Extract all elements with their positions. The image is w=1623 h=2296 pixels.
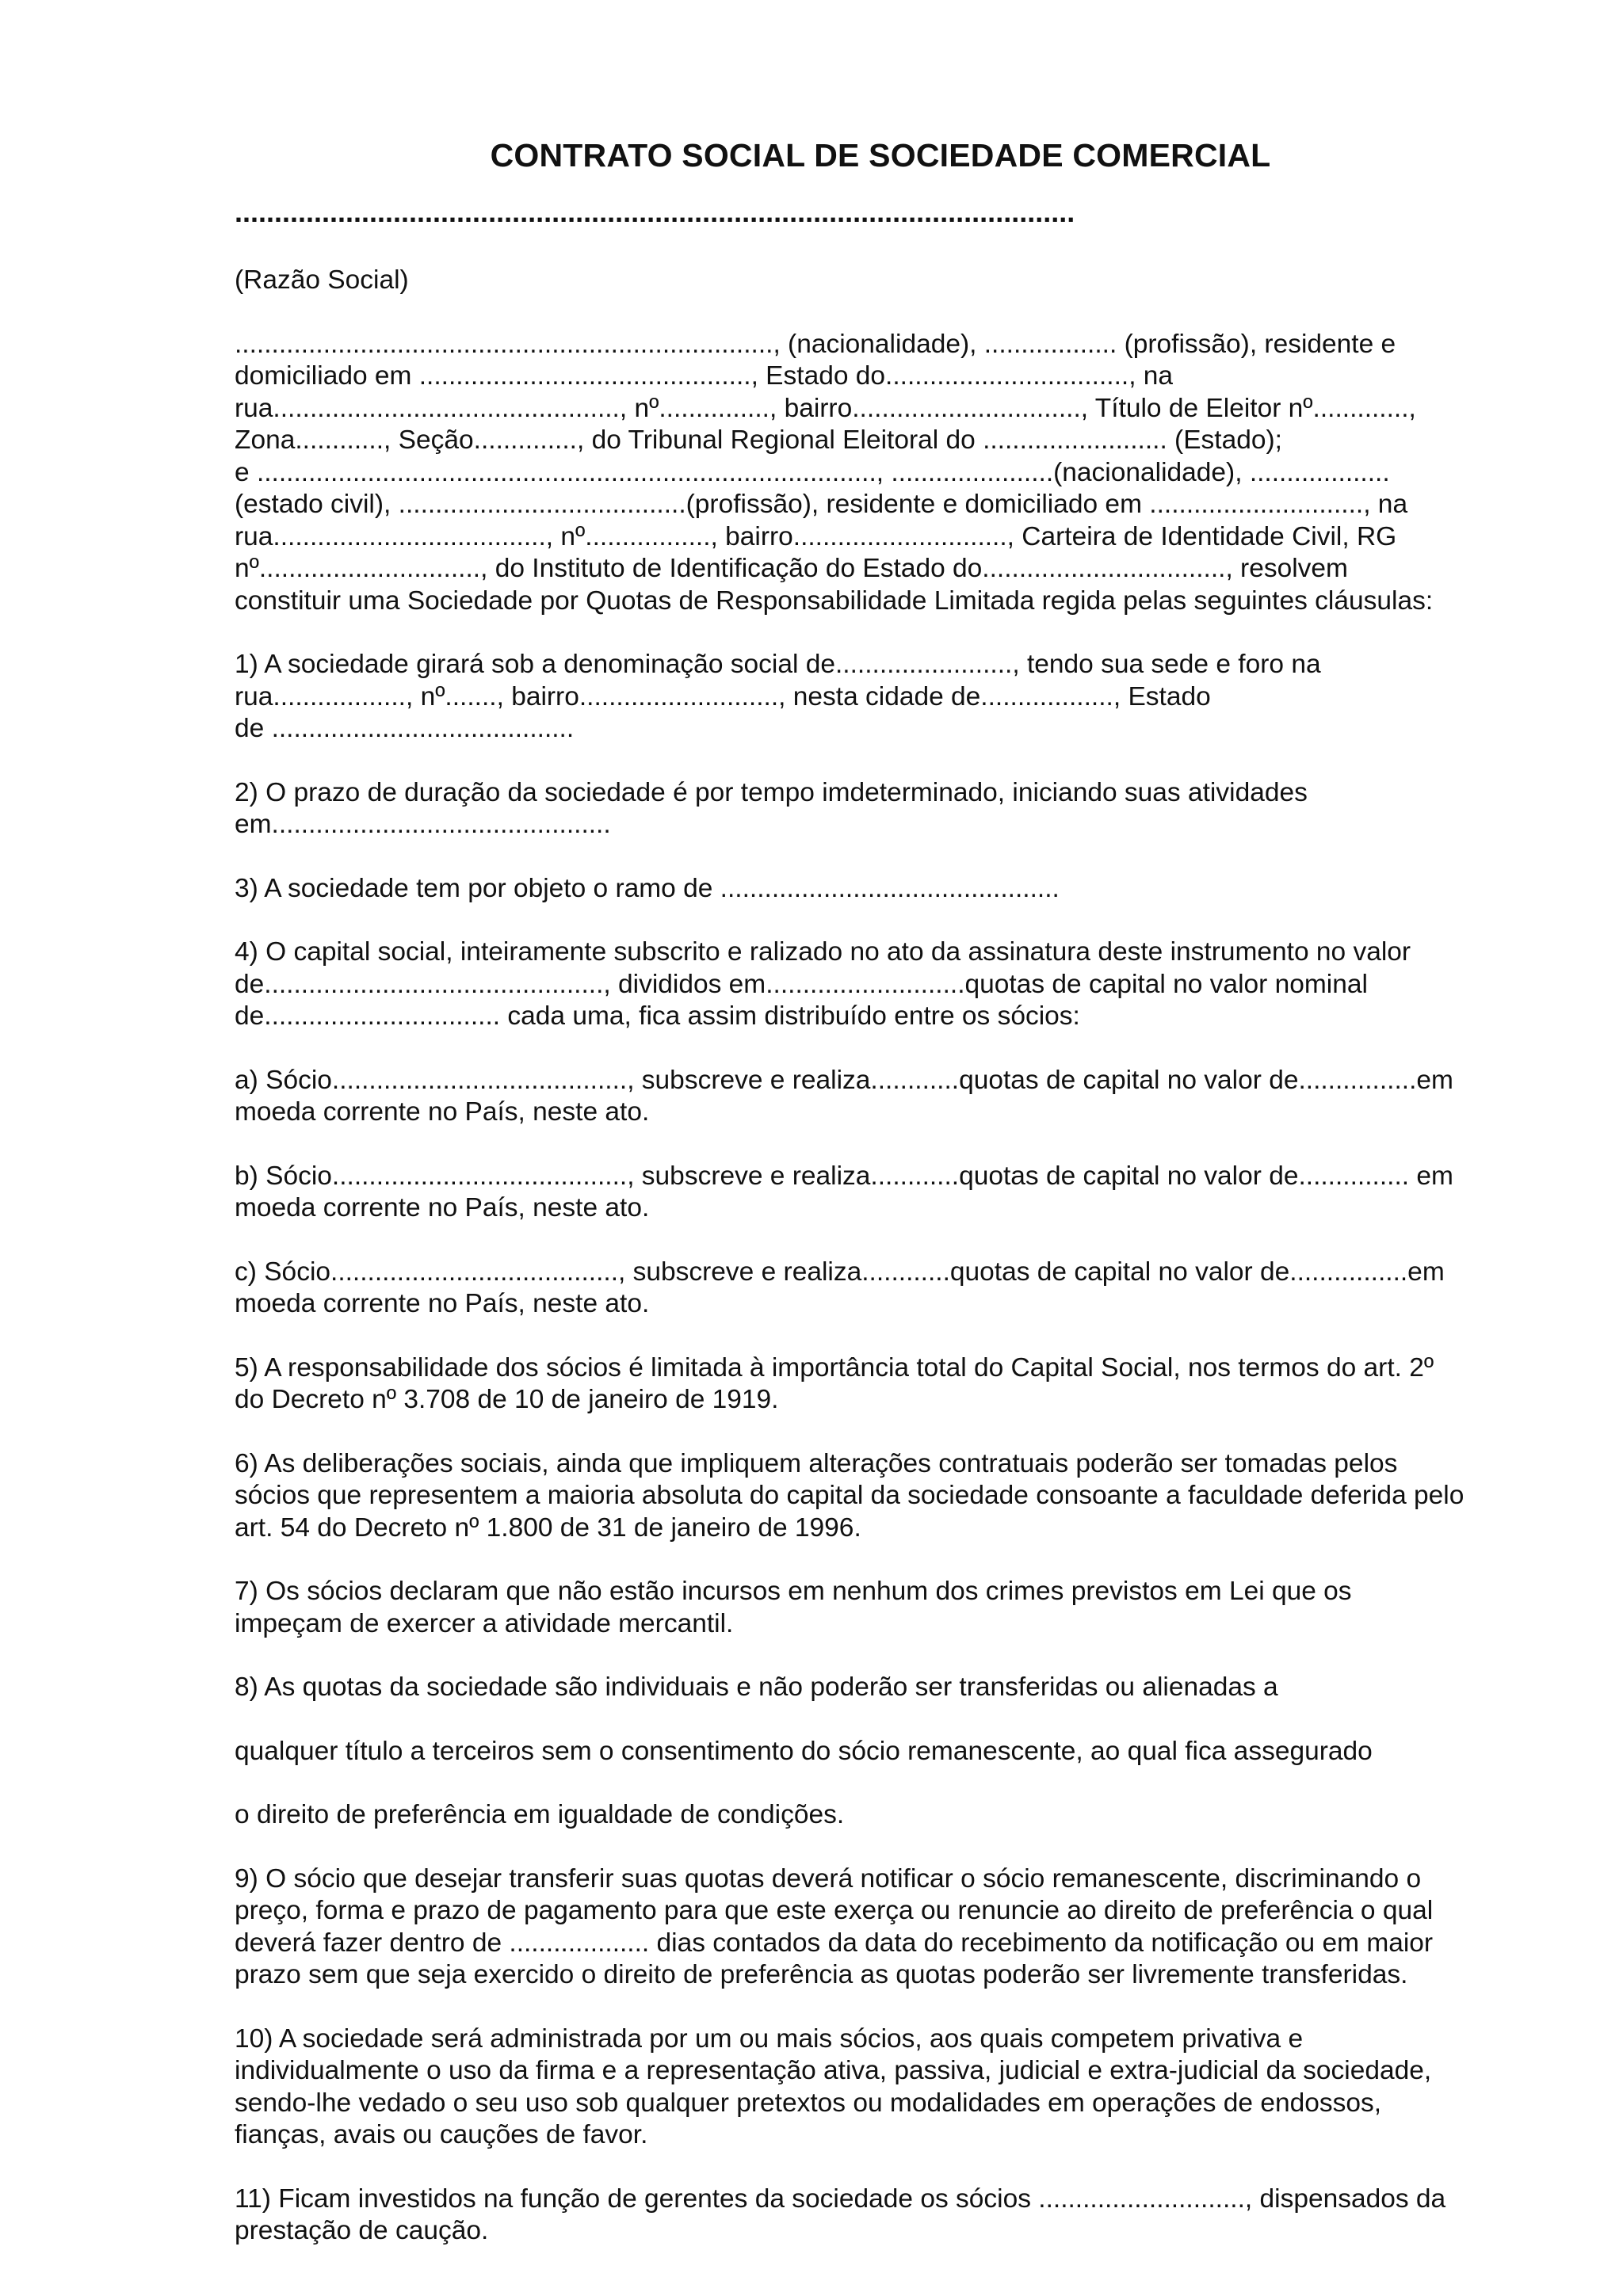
clause-2: 2) O prazo de duração da sociedade é por tempo imdeterminado, iniciando suas atividades em.............................................. [235,777,1308,839]
clause-8-line-2: qualquer título a terceiros sem o consentimento do sócio remanescente, ao qual fica assegurado [235,1736,1373,1766]
clause-4a: a) Sócio........................................, subscreve e realiza............quotas de capital no valor de................em moeda corrente no País, neste ato. [235,1065,1453,1127]
clause-6: 6) As deliberações sociais, ainda que impliquem alterações contratuais poderão ser tomadas pelos sócios que representem a maioria absoluta do capital da sociedade consoante a faculdade deferida pelo art. 54 do Decreto nº 1.800 de 31 de janeiro de 1996. [235,1448,1465,1543]
clause-11: 11) Ficam investidos na função de gerentes da sociedade os sócios ............................, dispensados da prestação de caução. [235,2183,1446,2245]
document-title: CONTRATO SOCIAL DE SOCIEDADE COMERCIAL [490,137,1271,174]
clause-5: 5) A responsabilidade dos sócios é limitada à importância total do Capital Social, nos termos do art. 2º do Decreto nº 3.708 de 10 de janeiro de 1919. [235,1352,1434,1414]
document-page [235,135,1526,2248]
clause-8-line-3: o direito de preferência em igualdade de condições. [235,1800,845,1829]
parties-paragraph: ........................................................................., (nacionalidade), .................. (profissão), residente e domiciliado em ............................................., Estado do................................., na rua..............................................., nº..............., bairro..............................., Título de Eleitor nº............., Zona............, Seção.............., do Tribunal Regional Eleitoral do ......................... (Estado); e ...................................................................................., ......................(nacionalidade), ................... (estado civil), .......................................(profissão), residente e domiciliado em ............................., na rua....................................., nº................., bairro............................., Carteira de Identidade Civil, RG nº.............................., do Instituto de Identificação do Estado do................................., resolvem constituir uma Sociedade por Quotas de Responsabilidade Limitada regida pelas seguintes cláusulas: [235,329,1434,616]
clause-10: 10) A sociedade será administrada por um ou mais sócios, aos quais competem privativa e individualmente o uso da firma e a representação ativa, passiva, judicial e extra-judicial da sociedade, sendo-lhe vedado o seu uso sob qualquer pretextos ou modalidades em operações de endossos, fianças, avais ou cauções de favor. [235,2023,1432,2149]
clause-4b: b) Sócio........................................, subscreve e realiza............quotas de capital no valor de............... em moeda corrente no País, neste ato. [235,1161,1453,1222]
clause-4c: c) Sócio......................................., subscreve e realiza............quotas de capital no valor de................em moeda corrente no País, neste ato. [235,1257,1445,1318]
clause-9: 9) O sócio que desejar transferir suas quotas deverá notificar o sócio remanescente, discriminando o preço, forma e prazo de pagamento para que este exerça ou renuncie ao direito de preferência o qual deverá fazer dentro de ................... dias contados da data do recebimento da notificação ou em maior prazo sem que seja exercido o direito de preferência as quotas poderão ser livremente transferidas. [235,1863,1434,1989]
clause-8-line-1: 8) As quotas da sociedade são individuais e não poderão ser transferidas ou alienadas a [235,1672,1278,1702]
razao-social-label: (Razão Social) [235,265,409,295]
clause-7: 7) Os sócios declaram que não estão incursos em nenhum dos crimes previstos em Lei que os impeçam de exercer a atividade mercantil. [235,1577,1352,1638]
company-name-blank: .......................................................................................................... [235,196,1075,228]
clause-4: 4) O capital social, inteiramente subscrito e ralizado no ato da assinatura deste instrumento no valor de.............................................., divididos em...........................quotas de capital no valor nominal de................................ cada uma, fica assim distribuído entre os sócios: [235,937,1411,1031]
clause-3: 3) A sociedade tem por objeto o ramo de .............................................. [235,873,1060,903]
clause-1: 1) A sociedade girará sob a denominação social de........................, tendo sua sede e foro na rua.................., nº......., bairro..........................., nesta cidade de.................., Estado de ......................................... [235,650,1321,743]
